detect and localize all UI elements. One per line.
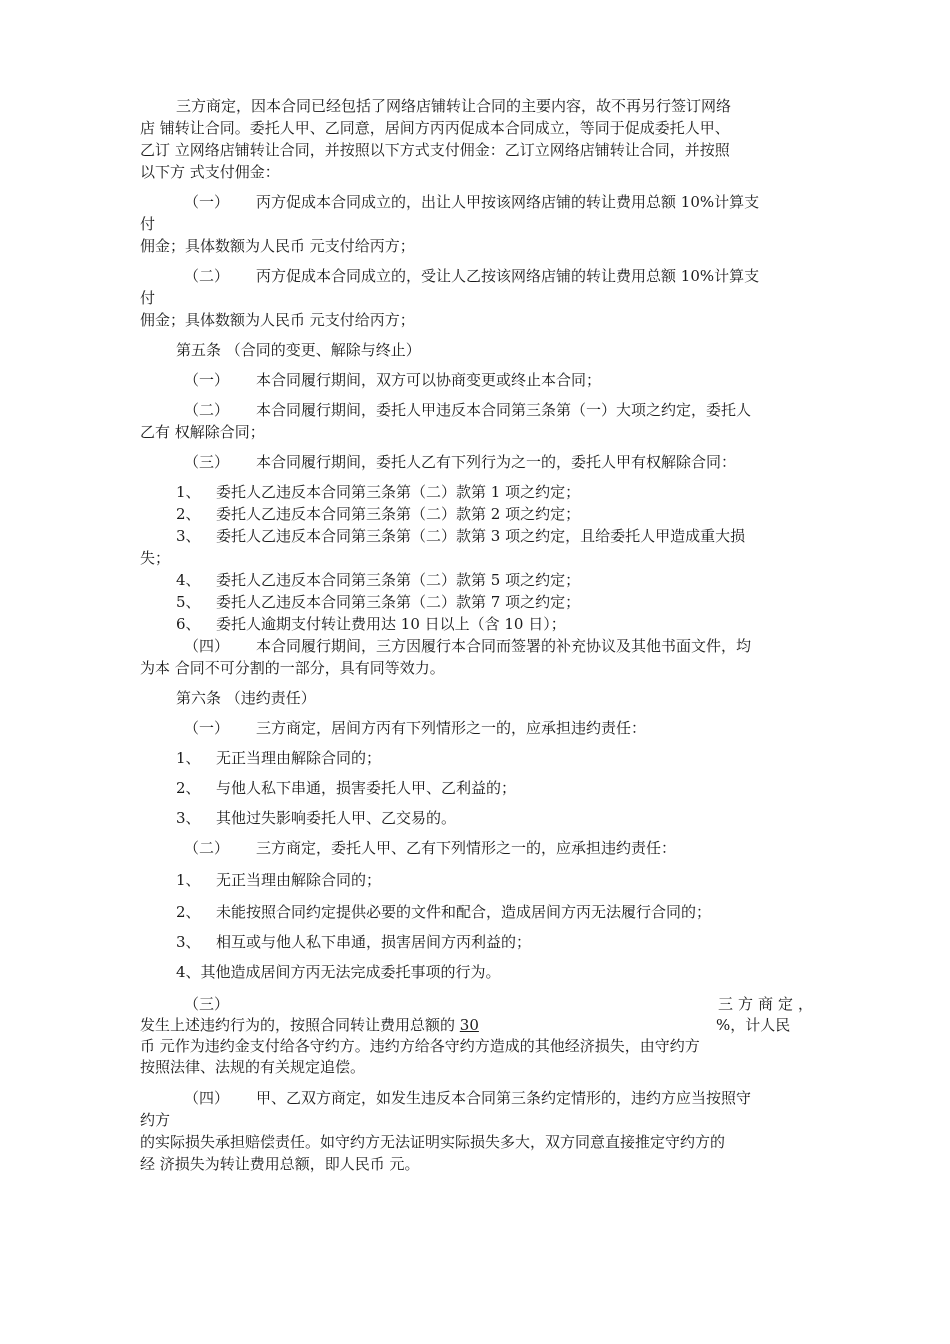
paragraph-line: %，计人民 xyxy=(716,1016,791,1034)
clause-marker: （四） xyxy=(184,637,230,655)
list-text: 委托人乙违反本合同第三条第（二）款第 1 项之约定； xyxy=(216,483,581,501)
paragraph-line: 失； xyxy=(140,549,171,567)
paragraph-line: 付 xyxy=(140,215,156,233)
list-item: 4、其他造成居间方丙无法完成委托事项的行为。 xyxy=(176,963,501,981)
paragraph-line: 乙订 立网络店铺转让合同，并按照以下方式支付佣金：乙订立网络店铺转让合同，并按照 xyxy=(140,141,730,159)
clause-item xyxy=(184,838,676,858)
clause-text: 三方商定，居间方丙有下列情形之一的，应承担违约责任： xyxy=(256,719,647,737)
clause-item xyxy=(184,1088,751,1108)
paragraph-line: 佣金；具体数额为人民币 元支付给丙方； xyxy=(140,237,415,255)
list-item xyxy=(176,504,580,524)
clause-item xyxy=(184,636,751,656)
clause-marker: （二） xyxy=(184,267,230,285)
list-item xyxy=(176,570,580,590)
clause-item xyxy=(184,192,759,212)
list-item xyxy=(176,870,381,890)
clause-text: 丙方促成本合同成立的，出让人甲按该网络店铺的转让费用总额 10%计算支 xyxy=(256,193,760,211)
list-text: 委托人乙违反本合同第三条第（二）款第 3 项之约定，且给委托人甲造成重大损 xyxy=(216,527,746,545)
clause-text: 本合同履行期间，委托人乙有下列行为之一的，委托人甲有权解除合同： xyxy=(256,453,737,471)
paragraph-line: 店 铺转让合同。委托人甲、乙同意，居间方丙丙促成本合同成立，等同于促成委托人甲、 xyxy=(140,119,730,137)
list-text: 委托人乙违反本合同第三条第（二）款第 5 项之约定； xyxy=(216,571,581,589)
paragraph-line: 佣金；具体数额为人民币 元支付给丙方； xyxy=(140,311,415,329)
list-number: 2、 xyxy=(176,903,201,921)
list-text: 无正当理由解除合同的； xyxy=(216,749,382,767)
clause-marker: （四） xyxy=(184,1089,230,1107)
list-number: 6、 xyxy=(176,615,201,633)
list-text: 委托人乙违反本合同第三条第（二）款第 7 项之约定； xyxy=(216,593,581,611)
list-number: 3、 xyxy=(176,809,201,827)
paragraph-line: 按照法律、法规的有关规定追偿。 xyxy=(140,1058,366,1076)
penalty-percent: 30 xyxy=(459,1016,479,1034)
paragraph-line: 以下方 式支付佣金： xyxy=(140,163,280,181)
clause-marker: （二） xyxy=(184,839,230,857)
article-heading: 第五条 （合同的变更、解除与终止） xyxy=(176,341,421,359)
clause-marker: （三） xyxy=(184,453,230,471)
clause-marker: （一） xyxy=(184,371,230,389)
list-item xyxy=(176,526,745,546)
clause-text: 三方商定，委托人甲、乙有下列情形之一的，应承担违约责任： xyxy=(256,839,677,857)
clause-item xyxy=(184,400,751,420)
list-number: 4、 xyxy=(176,571,201,589)
list-number: 2、 xyxy=(176,505,201,523)
clause-item xyxy=(184,370,601,390)
clause-marker: （一） xyxy=(184,719,230,737)
clause-text: 本合同履行期间，委托人甲违反本合同第三条第（一）大项之约定，委托人 xyxy=(256,401,752,419)
clause-item xyxy=(184,266,759,286)
paragraph-line: 付 xyxy=(140,289,156,307)
list-text: 其他过失影响委托人甲、乙交易的。 xyxy=(216,809,457,827)
paragraph-line: 经 济损失为转让费用总额，即人民币 元。 xyxy=(140,1155,420,1173)
list-item xyxy=(176,614,566,634)
list-item xyxy=(176,592,580,612)
list-number: 5、 xyxy=(176,593,201,611)
clause-text: 丙方促成本合同成立的，受让人乙按该网络店铺的转让费用总额 10%计算支 xyxy=(256,267,760,285)
paragraph-line: 乙有 权解除合同； xyxy=(140,423,265,441)
paragraph-line: 的实际损失承担赔偿责任。如守约方无法证明实际损失多大，双方同意直接推定守约方的 xyxy=(140,1133,726,1151)
list-text: 无正当理由解除合同的； xyxy=(216,871,382,889)
clause-text: 本合同履行期间，双方可以协商变更或终止本合同； xyxy=(256,371,602,389)
list-text: 与他人私下串通，损害委托人甲、乙利益的； xyxy=(216,779,517,797)
clause-text: 甲、乙双方商定，如发生违反本合同第三条约定情形的，违约方应当按照守 xyxy=(256,1089,752,1107)
clause-marker: （二） xyxy=(184,401,230,419)
clause-item xyxy=(184,718,646,738)
paragraph-line: 三方商定， xyxy=(718,995,819,1013)
list-text: 相互或与他人私下串通，损害居间方丙利益的； xyxy=(216,933,532,951)
paragraph-line: 三方商定，因本合同已经包括了网络店铺转让合同的主要内容，故不再另行签订网络 xyxy=(176,97,732,115)
article-heading: 第六条 （违约责任） xyxy=(176,689,316,707)
list-item xyxy=(176,902,711,922)
list-number: 1、 xyxy=(176,749,201,767)
list-item xyxy=(176,778,516,798)
paragraph-line: 币 元作为违约金支付给各守约方。违约方给各守约方造成的其他经济损失，由守约方 xyxy=(140,1037,700,1055)
list-number: 1、 xyxy=(176,871,201,889)
paragraph-line xyxy=(140,1015,479,1035)
list-text: 委托人乙违反本合同第三条第（二）款第 2 项之约定； xyxy=(216,505,581,523)
paragraph-line: 为本 合同不可分割的一部分，具有同等效力。 xyxy=(140,659,445,677)
list-number: 1、 xyxy=(176,483,201,501)
clause-text: 发生上述违约行为的，按照合同转让费用总额的 xyxy=(140,1016,460,1034)
list-item xyxy=(176,482,580,502)
clause-marker: （一） xyxy=(184,193,230,211)
list-number: 3、 xyxy=(176,933,201,951)
list-number: 2、 xyxy=(176,779,201,797)
list-item xyxy=(176,808,456,828)
clause-item xyxy=(184,452,736,472)
clause-marker: （三） xyxy=(184,995,230,1013)
clause-text: 本合同履行期间，三方因履行本合同而签署的补充协议及其他书面文件，均 xyxy=(256,637,752,655)
list-number: 3、 xyxy=(176,527,201,545)
list-text: 未能按照合同约定提供必要的文件和配合，造成居间方丙无法履行合同的； xyxy=(216,903,712,921)
list-item xyxy=(176,748,381,768)
paragraph-line: 约方 xyxy=(140,1111,171,1129)
list-text: 委托人逾期支付转让费用达 10 日以上（含 10 日）； xyxy=(216,615,566,633)
list-item xyxy=(176,932,531,952)
